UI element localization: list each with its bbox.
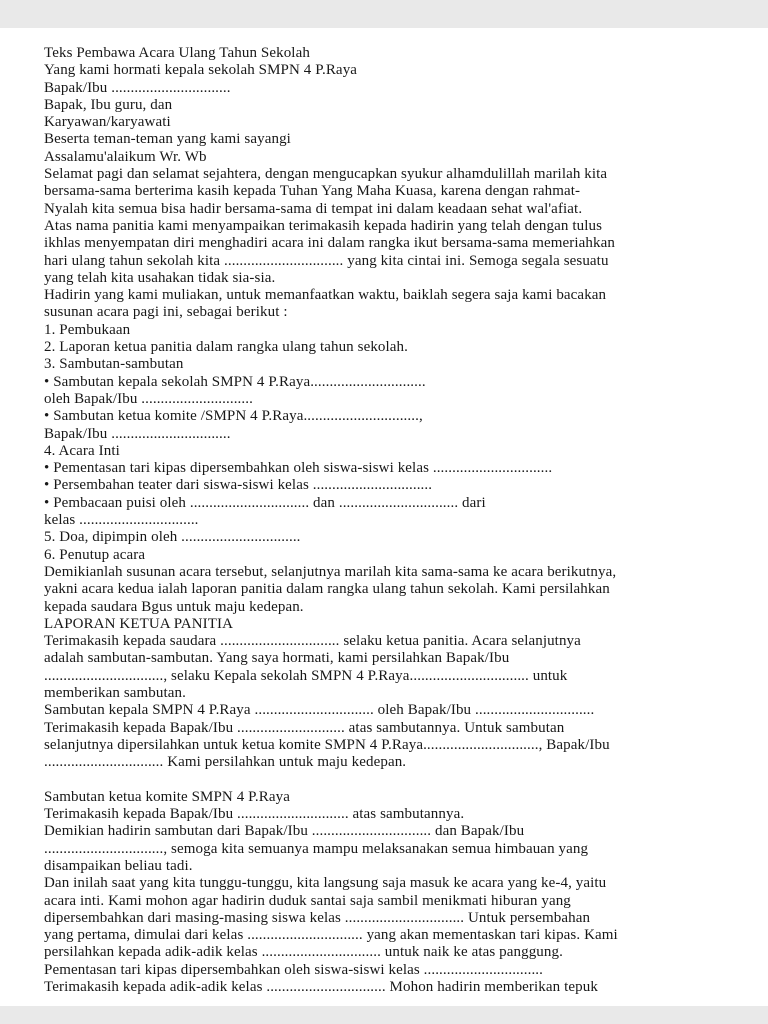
document-line: 1. Pembukaan <box>44 321 131 338</box>
document-page <box>0 28 768 1006</box>
blank-line <box>44 771 728 788</box>
document-line: Beserta teman-teman yang kami sayangi <box>44 131 291 148</box>
document-line: Dan inilah saat yang kita tunggu-tunggu, kita langsung saja masuk ke acara yang ke-4, yaitu <box>44 875 607 892</box>
document-line: bersama-sama berterima kasih kepada Tuhan Yang Maha Kuasa, karena dengan rahmat- <box>44 183 581 200</box>
document-line: hari ulang tahun sekolah kita ............................... yang kita cintai ini. Semoga segala sesuatu <box>44 252 609 269</box>
document-line: Terimakasih kepada Bapak/Ibu ............................. atas sambutannya. <box>44 806 465 823</box>
document-line: • Sambutan kepala sekolah SMPN 4 P.Raya.............................. <box>44 373 426 390</box>
document-line: ..............................., selaku Kepala sekolah SMPN 4 P.Raya............................... untuk <box>44 667 568 684</box>
document-line: Selamat pagi dan selamat sejahtera, dengan mengucapkan syukur alhamdulillah marilah kita <box>44 166 608 183</box>
document-line: yakni acara kedua ialah laporan panitia dalam rangka ulang tahun sekolah. Kami persilahkan <box>44 581 610 598</box>
document-line: Sambutan ketua komite SMPN 4 P.Raya <box>44 788 290 805</box>
document-line: ..............................., semoga kita semuanya mampu melaksanakan semua himbauan yang <box>44 840 589 857</box>
document-line: oleh Bapak/Ibu ............................. <box>44 390 253 407</box>
document-line: memberikan sambutan. <box>44 684 186 701</box>
document-line: • Persembahan teater dari siswa-siswi kelas ............................... <box>44 477 433 494</box>
document-line: Terimakasih kepada adik-adik kelas ............................... Mohon hadirin memberikan tepuk <box>44 979 598 996</box>
document-line: yang telah kita usahakan tidak sia-sia. <box>44 269 276 286</box>
document-line: kelas ............................... <box>44 512 199 529</box>
document-line: Sambutan kepala SMPN 4 P.Raya ............................... oleh Bapak/Ibu ............................... <box>44 702 595 719</box>
document-line: LAPORAN KETUA PANITIA <box>44 615 234 632</box>
document-line: ............................... Kami persilahkan untuk maju kedepan. <box>44 754 407 771</box>
document-line: 2. Laporan ketua panitia dalam rangka ulang tahun sekolah. <box>44 339 409 356</box>
document-line: disampaikan beliau tadi. <box>44 857 193 874</box>
document-line: acara inti. Kami mohon agar hadirin duduk santai saja sambil menikmati hiburan yang <box>44 892 571 909</box>
document-line: Teks Pembawa Acara Ulang Tahun Sekolah <box>44 45 310 61</box>
document-line: persilahkan kepada adik-adik kelas ............................... untuk naik ke atas panggung. <box>44 944 563 961</box>
document-line: Atas nama panitia kami menyampaikan terimakasih kepada hadirin yang telah dengan tulus <box>44 217 603 234</box>
document-line: Demikianlah susunan acara tersebut, selanjutnya marilah kita sama-sama ke acara berikutnya, <box>44 563 617 580</box>
document-line: 3. Sambutan-sambutan <box>44 356 184 373</box>
document-line: 5. Doa, dipimpin oleh ............................... <box>44 529 301 546</box>
document-line: Assalamu'alaikum Wr. Wb <box>44 148 207 165</box>
document-line: Yang kami hormati kepala sekolah SMPN 4 P.Raya <box>44 62 358 79</box>
document-line: Bapak, Ibu guru, dan <box>44 96 173 113</box>
document-line: Terimakasih kepada Bapak/Ibu ............................ atas sambutannya. Untuk sambutan <box>44 719 565 736</box>
document-line: Hadirin yang kami muliakan, untuk memanfaatkan waktu, baiklah segera saja kami bacakan <box>44 287 607 304</box>
document-line: 4. Acara Inti <box>44 442 120 459</box>
document-line: • Pementasan tari kipas dipersembahkan oleh siswa-siswi kelas ............................... <box>44 460 553 477</box>
document-line: Karyawan/karyawati <box>44 114 171 131</box>
document-line: Demikian hadirin sambutan dari Bapak/Ibu ............................... dan Bapak/Ibu <box>44 823 525 840</box>
document-line: Nyalah kita semua bisa hadir bersama-sama di tempat ini dalam keadaan sehat wal'afiat. <box>44 200 583 217</box>
document-line: 6. Penutup acara <box>44 546 146 563</box>
document-line: Bapak/Ibu ............................... <box>44 425 231 442</box>
document-line: Pementasan tari kipas dipersembahkan oleh siswa-siswi kelas ............................... <box>44 961 544 978</box>
document-line: kepada saudara Bgus untuk maju kedepan. <box>44 598 304 615</box>
document-line: • Sambutan ketua komite /SMPN 4 P.Raya.............................., <box>44 408 423 425</box>
document-line: dipersembahkan dari masing-masing siswa kelas ............................... Untuk persembahan <box>44 909 591 926</box>
document-line: ikhlas menyempatan diri menghadiri acara ini dalam rangka ikut bersama-sama memeriahkan <box>44 235 615 252</box>
document-line: susunan acara pagi ini, sebagai berikut : <box>44 304 288 321</box>
document-line: adalah sambutan-sambutan. Yang saya hormati, kami persilahkan Bapak/Ibu <box>44 650 510 667</box>
document-line: Bapak/Ibu ............................... <box>44 79 231 96</box>
document-line: yang pertama, dimulai dari kelas .............................. yang akan mementaskan tari kipas. Kami <box>44 927 618 944</box>
document-line: Terimakasih kepada saudara ............................... selaku ketua panitia. Acara selanjutnya <box>44 633 581 650</box>
document-line: selanjutnya dipersilahkan untuk ketua komite SMPN 4 P.Raya.............................., Bapak/Ibu <box>44 736 610 753</box>
document-line: • Pembacaan puisi oleh ............................... dan ............................... dari <box>44 494 486 511</box>
